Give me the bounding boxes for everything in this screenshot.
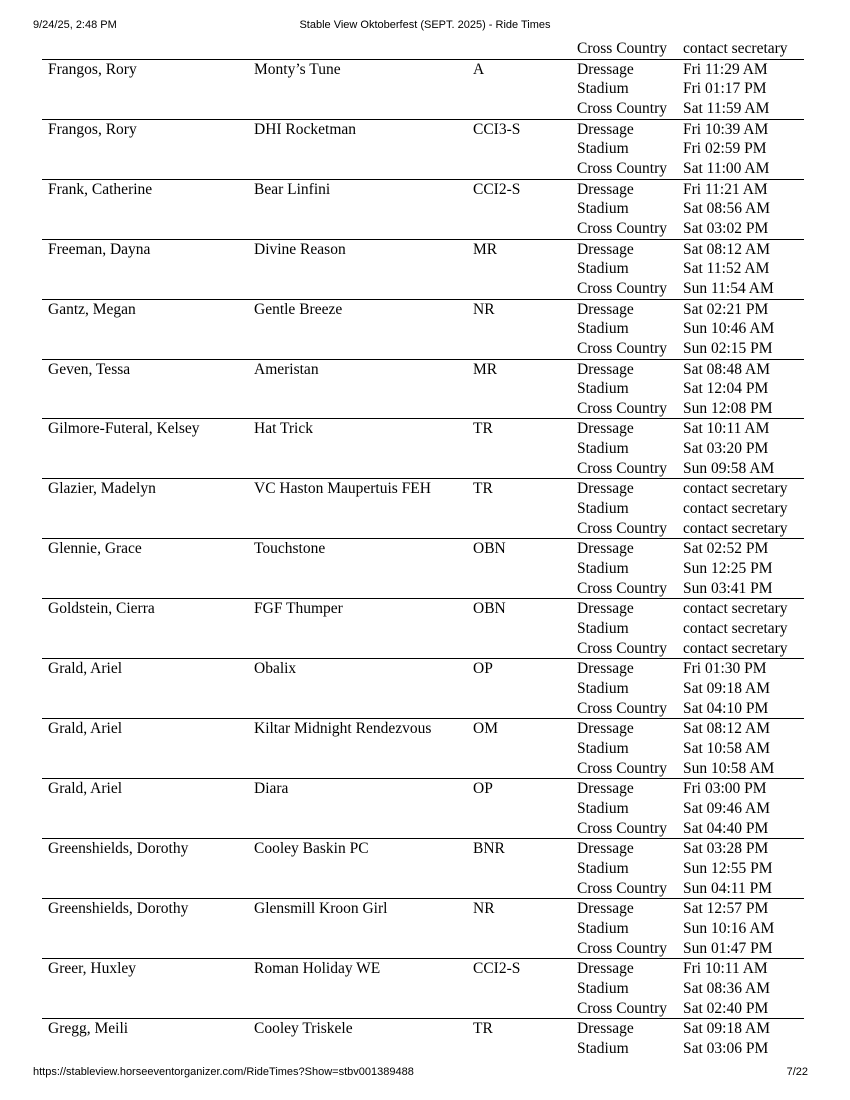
page-header — [0, 19, 850, 35]
rider-cell: Glennie, Grace — [48, 540, 142, 558]
time-cell: Sun 03:41 PM — [683, 579, 773, 597]
ride-line — [42, 759, 804, 779]
phase-cell: Dressage — [577, 840, 634, 858]
phase-cell: Dressage — [577, 600, 634, 618]
ride-line — [42, 99, 804, 119]
time-cell: Sat 09:46 AM — [683, 799, 770, 817]
entry-row — [42, 478, 804, 538]
rider-cell: Goldstein, Cierra — [48, 600, 155, 618]
ride-line — [42, 279, 804, 299]
time-cell: Sat 03:20 PM — [683, 440, 769, 458]
ride-times-table — [42, 39, 804, 1058]
division-cell: OM — [473, 720, 498, 738]
rider-cell: Geven, Tessa — [48, 360, 131, 378]
phase-cell: Cross Country — [577, 759, 667, 777]
horse-cell: Obalix — [254, 660, 297, 678]
entry-row — [42, 898, 804, 958]
ride-line — [42, 419, 804, 439]
phase-cell: Stadium — [577, 979, 629, 997]
time-cell: Fri 01:17 PM — [683, 80, 767, 98]
rider-cell: Frangos, Rory — [48, 60, 137, 78]
phase-cell: Stadium — [577, 500, 629, 518]
time-cell: Sat 11:52 AM — [683, 260, 770, 278]
ride-line — [42, 919, 804, 939]
phase-cell: Dressage — [577, 180, 634, 198]
time-cell: Sat 04:40 PM — [683, 819, 769, 837]
ride-line — [42, 899, 804, 919]
phase-cell: Dressage — [577, 420, 634, 438]
ride-line — [42, 579, 804, 599]
rider-cell: Grald, Ariel — [48, 720, 123, 738]
time-cell: contact secretary — [683, 639, 788, 657]
phase-cell: Dressage — [577, 960, 634, 978]
rider-cell: Greer, Huxley — [48, 960, 137, 978]
phase-cell: Cross Country — [577, 99, 667, 117]
rider-cell: Gilmore-Futeral, Kelsey — [48, 420, 200, 438]
time-cell: Fri 10:11 AM — [683, 960, 768, 978]
ride-line — [42, 199, 804, 219]
ride-line — [42, 719, 804, 739]
time-cell: Sat 12:04 PM — [683, 380, 769, 398]
phase-cell: Dressage — [577, 900, 634, 918]
horse-cell: DHI Rocketman — [254, 120, 357, 138]
ride-line — [42, 60, 804, 80]
time-cell: Sat 03:28 PM — [683, 840, 769, 858]
horse-cell: Glensmill Kroon Girl — [254, 900, 388, 918]
ride-line — [42, 879, 804, 899]
horse-cell: Diara — [254, 780, 289, 798]
entry-row — [42, 59, 804, 119]
phase-cell: Dressage — [577, 780, 634, 798]
entry-row — [42, 658, 804, 718]
ride-line — [42, 779, 804, 799]
ride-line — [42, 1039, 804, 1059]
ride-line — [42, 839, 804, 859]
ride-line — [42, 699, 804, 719]
entry-row — [42, 778, 804, 838]
division-cell: OBN — [473, 540, 506, 558]
division-cell: TR — [473, 480, 493, 498]
rider-cell: Greenshields, Dorothy — [48, 900, 189, 918]
ride-line — [42, 539, 804, 559]
time-cell: Sat 11:59 AM — [683, 99, 770, 117]
entry-row — [42, 179, 804, 239]
ride-line — [42, 959, 804, 979]
time-cell: Sat 12:57 PM — [683, 900, 769, 918]
time-cell: Sat 11:00 AM — [683, 159, 770, 177]
division-cell: OP — [473, 660, 493, 678]
ride-line — [42, 360, 804, 380]
phase-cell: Stadium — [577, 859, 629, 877]
time-cell: contact secretary — [683, 480, 788, 498]
ride-line — [42, 139, 804, 159]
ride-line — [42, 639, 804, 659]
page-number: 7/22 — [786, 1066, 808, 1078]
phase-cell: Dressage — [577, 360, 634, 378]
ride-line — [42, 679, 804, 699]
entry-row — [42, 1018, 804, 1058]
phase-cell: Stadium — [577, 320, 629, 338]
time-cell: contact secretary — [683, 500, 788, 518]
time-cell: Sun 09:58 AM — [683, 459, 775, 477]
entry-row — [42, 299, 804, 359]
phase-cell: Dressage — [577, 480, 634, 498]
phase-cell: Stadium — [577, 200, 629, 218]
phase-cell: Stadium — [577, 1039, 629, 1057]
time-cell: contact secretary — [683, 519, 788, 537]
time-cell: Sat 09:18 AM — [683, 1020, 770, 1038]
horse-cell: Roman Holiday WE — [254, 960, 381, 978]
phase-cell: Stadium — [577, 80, 629, 98]
time-cell: Sat 04:10 PM — [683, 699, 769, 717]
time-cell: Fri 02:59 PM — [683, 140, 767, 158]
phase-cell: Dressage — [577, 120, 634, 138]
ride-line — [42, 1019, 804, 1039]
time-cell: Fri 11:29 AM — [683, 60, 768, 78]
phase-cell: Dressage — [577, 60, 634, 78]
time-cell: Sat 09:18 AM — [683, 680, 770, 697]
ride-line — [42, 120, 804, 140]
time-cell: Sat 10:58 AM — [683, 739, 770, 757]
horse-cell: Hat Trick — [254, 420, 313, 438]
time-cell: Sun 02:15 PM — [683, 339, 773, 357]
ride-line — [42, 739, 804, 759]
entry-row — [42, 838, 804, 898]
entry-row — [42, 598, 804, 658]
print-datetime: 9/24/25, 2:48 PM — [33, 19, 117, 31]
division-cell: TR — [473, 1020, 493, 1038]
time-cell: Fri 03:00 PM — [683, 780, 767, 798]
ride-line — [42, 259, 804, 279]
time-cell: Fri 11:21 AM — [683, 180, 768, 198]
ride-line — [42, 479, 804, 499]
phase-cell: Stadium — [577, 260, 629, 278]
horse-cell: Gentle Breeze — [254, 300, 343, 318]
time-cell: Sun 04:11 PM — [683, 879, 773, 897]
time-cell: contact secretary — [683, 40, 788, 57]
ride-line — [42, 519, 804, 539]
entry-row — [42, 359, 804, 419]
phase-cell: Stadium — [577, 919, 629, 937]
division-cell: OBN — [473, 600, 506, 618]
time-cell: contact secretary — [683, 620, 788, 638]
time-cell: Sat 08:36 AM — [683, 979, 770, 997]
horse-cell: Kiltar Midnight Rendezvous — [254, 720, 432, 738]
rider-cell: Grald, Ariel — [48, 780, 123, 798]
time-cell: contact secretary — [683, 600, 788, 618]
phase-cell: Cross Country — [577, 879, 667, 897]
phase-cell: Dressage — [577, 1020, 634, 1038]
ride-line — [42, 599, 804, 619]
phase-cell: Dressage — [577, 300, 634, 318]
ride-line — [42, 339, 804, 359]
horse-cell: Bear Linfini — [254, 180, 331, 198]
ride-line — [42, 939, 804, 959]
time-cell: Sun 10:46 AM — [683, 320, 775, 338]
rider-cell: Freeman, Dayna — [48, 240, 151, 258]
ride-line — [42, 799, 804, 819]
ride-line — [42, 559, 804, 579]
entry-row — [42, 418, 804, 478]
time-cell: Sat 02:52 PM — [683, 540, 769, 558]
rider-cell: Frank, Catherine — [48, 180, 153, 198]
ride-line — [42, 459, 804, 479]
continuation-row — [42, 39, 804, 59]
entry-row — [42, 958, 804, 1018]
ride-line — [42, 219, 804, 239]
division-cell: A — [473, 60, 485, 78]
rider-cell: Grald, Ariel — [48, 660, 123, 678]
horse-cell: Divine Reason — [254, 240, 346, 258]
time-cell: Sat 08:56 AM — [683, 200, 770, 218]
phase-cell: Cross Country — [577, 40, 667, 57]
time-cell: Sat 08:12 AM — [683, 720, 770, 738]
time-cell: Sun 10:16 AM — [683, 919, 775, 937]
page-url: https://stableview.horseeventorganizer.com/RideTimes?Show=stbv001389488 — [33, 1066, 414, 1078]
ride-line — [42, 979, 804, 999]
ride-line — [42, 379, 804, 399]
phase-cell: Stadium — [577, 440, 629, 458]
phase-cell: Cross Country — [577, 219, 667, 237]
time-cell: Sat 08:48 AM — [683, 360, 770, 378]
phase-cell: Cross Country — [577, 639, 667, 657]
horse-cell: FGF Thumper — [254, 600, 343, 618]
ride-line — [42, 240, 804, 260]
time-cell: Sun 12:08 PM — [683, 399, 773, 417]
time-cell: Sat 10:11 AM — [683, 420, 770, 438]
entry-row — [42, 119, 804, 179]
phase-cell: Stadium — [577, 680, 629, 697]
horse-cell: Cooley Triskele — [254, 1020, 353, 1038]
ride-line — [42, 300, 804, 320]
page-footer — [0, 1066, 850, 1082]
ride-line — [42, 659, 804, 679]
phase-cell: Stadium — [577, 560, 629, 578]
phase-cell: Dressage — [577, 540, 634, 558]
phase-cell: Cross Country — [577, 339, 667, 357]
time-cell: Sat 03:02 PM — [683, 219, 769, 237]
rider-cell: Frangos, Rory — [48, 120, 137, 138]
time-cell: Fri 01:30 PM — [683, 660, 767, 678]
time-cell: Sun 01:47 PM — [683, 939, 773, 957]
ride-line — [42, 79, 804, 99]
time-cell: Sun 11:54 AM — [683, 279, 774, 297]
ride-line — [42, 619, 804, 639]
phase-cell: Dressage — [577, 660, 634, 678]
time-cell: Fri 10:39 AM — [683, 120, 769, 138]
phase-cell: Stadium — [577, 140, 629, 158]
phase-cell: Cross Country — [577, 939, 667, 957]
division-cell: CCI2-S — [473, 180, 521, 198]
horse-cell: Ameristan — [254, 360, 319, 378]
time-cell: Sun 12:25 PM — [683, 560, 773, 578]
phase-cell: Stadium — [577, 739, 629, 757]
division-cell: NR — [473, 300, 495, 318]
rider-cell: Gregg, Meili — [48, 1020, 129, 1038]
horse-cell: Monty’s Tune — [254, 60, 341, 78]
phase-cell: Cross Country — [577, 579, 667, 597]
time-cell: Sat 08:12 AM — [683, 240, 770, 258]
time-cell: Sat 02:21 PM — [683, 300, 769, 318]
division-cell: BNR — [473, 840, 505, 858]
division-cell: OP — [473, 780, 493, 798]
division-cell: CCI3-S — [473, 120, 521, 138]
entry-row — [42, 538, 804, 598]
phase-cell: Cross Country — [577, 819, 667, 837]
ride-line — [42, 180, 804, 200]
division-cell: TR — [473, 420, 493, 438]
entry-row — [42, 239, 804, 299]
ride-line — [42, 319, 804, 339]
rider-cell: Gantz, Megan — [48, 300, 136, 318]
rider-cell: Greenshields, Dorothy — [48, 840, 189, 858]
phase-cell: Cross Country — [577, 279, 667, 297]
entry-row — [42, 718, 804, 778]
division-cell: MR — [473, 360, 498, 378]
horse-cell: Cooley Baskin PC — [254, 840, 369, 858]
time-cell: Sat 03:06 PM — [683, 1039, 769, 1057]
phase-cell: Cross Country — [577, 459, 667, 477]
phase-cell: Stadium — [577, 799, 629, 817]
rider-cell: Glazier, Madelyn — [48, 480, 156, 498]
division-cell: NR — [473, 900, 495, 918]
phase-cell: Cross Country — [577, 159, 667, 177]
ride-line — [42, 159, 804, 179]
time-cell: Sun 12:55 PM — [683, 859, 773, 877]
division-cell: MR — [473, 240, 498, 258]
horse-cell: Touchstone — [254, 540, 326, 558]
ride-line — [42, 399, 804, 419]
document-title: Stable View Oktoberfest (SEPT. 2025) - Ride Times — [299, 19, 551, 31]
division-cell: CCI2-S — [473, 960, 521, 978]
ride-line — [42, 999, 804, 1019]
phase-cell: Cross Country — [577, 999, 667, 1017]
ride-line — [42, 859, 804, 879]
phase-cell: Dressage — [577, 720, 634, 738]
time-cell: Sun 10:58 AM — [683, 759, 775, 777]
phase-cell: Dressage — [577, 240, 634, 258]
phase-cell: Cross Country — [577, 519, 667, 537]
phase-cell: Stadium — [577, 620, 629, 638]
ride-line — [42, 439, 804, 459]
phase-cell: Cross Country — [577, 699, 667, 717]
ride-line — [42, 819, 804, 839]
time-cell: Sat 02:40 PM — [683, 999, 769, 1017]
ride-line — [42, 499, 804, 519]
phase-cell: Stadium — [577, 380, 629, 398]
phase-cell: Cross Country — [577, 399, 667, 417]
horse-cell: VC Haston Maupertuis FEH — [254, 480, 431, 498]
